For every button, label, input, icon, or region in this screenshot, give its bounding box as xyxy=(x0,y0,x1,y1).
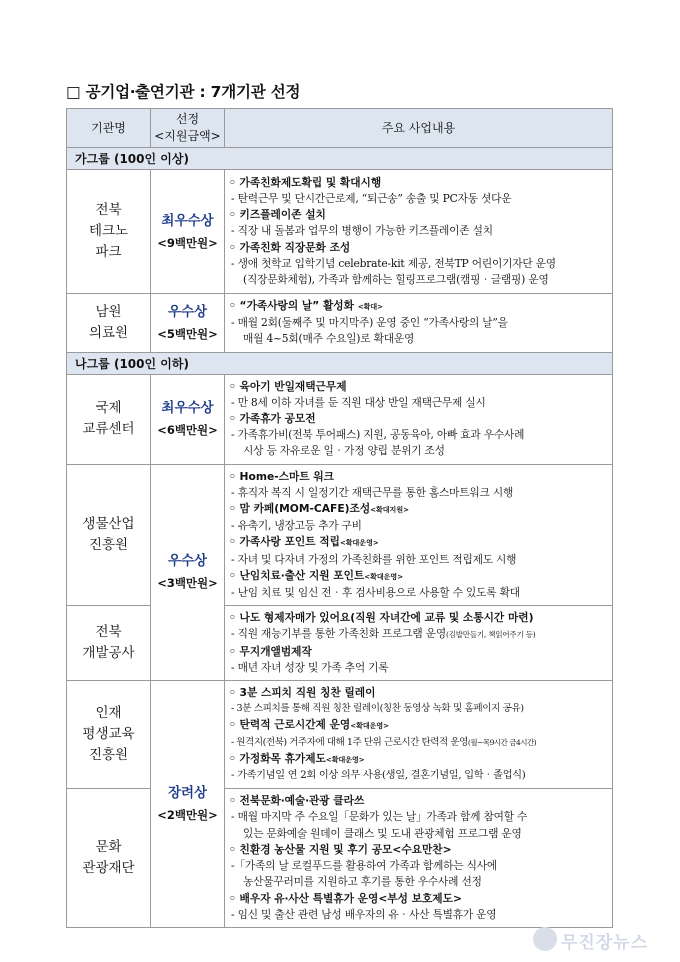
group-ga-label: 가그룹 (100인 이상) xyxy=(67,148,613,170)
award-cell xyxy=(151,170,225,294)
watermark xyxy=(533,925,673,955)
program-detail: 매월 4~5회(매주 수요일)로 확대운영 xyxy=(243,332,415,346)
org-name-line: 국제 xyxy=(95,400,122,417)
table-row xyxy=(67,681,613,789)
org-name-line: 개발공사 xyxy=(82,645,135,662)
org-name-line: 평생교육 xyxy=(82,726,135,743)
program-item: ◦ 3분 스피치 직원 칭찬 릴레이 xyxy=(229,686,376,700)
content-cell xyxy=(225,374,613,464)
table-header-row xyxy=(67,109,613,148)
program-tag: <확대운영> xyxy=(350,722,390,731)
content-cell xyxy=(225,294,613,353)
selection-table xyxy=(66,108,613,928)
content-cell xyxy=(225,170,613,294)
award-name: 우수상 xyxy=(167,553,208,570)
award-name: 최우수상 xyxy=(161,400,214,417)
org-cell xyxy=(67,681,151,789)
program-tag: <확대운영> xyxy=(364,572,404,581)
table-row xyxy=(67,789,613,928)
program-item xyxy=(229,751,608,768)
award-amount: <5백만원> xyxy=(157,326,218,341)
program-item: ◦ 배우자 유‧사산 특별휴가 운영<부성 보호제도> xyxy=(229,891,462,905)
award-cell xyxy=(151,681,225,928)
content-cell xyxy=(225,464,613,606)
program-detail: - 매년 자녀 성장 및 가족 추억 기록 xyxy=(231,660,389,674)
header-award xyxy=(151,109,225,148)
award-amount: <6백만원> xyxy=(157,423,218,438)
program-item: ◦ 가족휴가 공모전 xyxy=(229,412,316,426)
program-detail xyxy=(229,735,608,751)
award-cell xyxy=(151,464,225,680)
program-item-title: ◦ 난임치료‧출산 지원 포인트 xyxy=(229,568,365,582)
program-item: ◦ 키즈플레이존 설치 xyxy=(229,208,326,222)
org-cell xyxy=(67,789,151,928)
program-detail: - 자녀 및 다자녀 가정의 가족친화를 위한 포인트 적립제도 시행 xyxy=(231,552,517,566)
header-award-line2: <지원금액> xyxy=(154,129,221,143)
org-cell xyxy=(67,294,151,353)
org-name-line: 전북 xyxy=(95,202,122,218)
header-org: 기관명 xyxy=(67,109,151,148)
table-row xyxy=(67,294,613,353)
award-name: 장려상 xyxy=(167,784,208,801)
content-cell xyxy=(225,681,613,789)
group-row-ga xyxy=(67,148,613,170)
program-item: ◦ 친환경 농산물 지원 및 후기 공모<수요만찬> xyxy=(229,842,452,856)
org-name-line: 남원 xyxy=(95,303,122,320)
award-name: 우수상 xyxy=(167,303,208,320)
program-detail: 농산물꾸러미를 지원하고 후기를 통한 우수사례 선정 xyxy=(243,875,482,889)
award-name: 최우수상 xyxy=(161,212,214,229)
program-tag: <확대운영> xyxy=(325,755,365,764)
program-detail: (직장문화체험), 가족과 함께하는 힐링프로그램(캠핑‧글램핑) 운영 xyxy=(243,273,549,286)
org-name-line: 테크노 xyxy=(88,223,129,239)
program-detail: - 만 8세 이하 자녀를 둔 직원 대상 반일 재택근무제 실시 xyxy=(231,395,486,409)
program-item: ◦ 무지개앨범제작 xyxy=(229,644,312,658)
table-row xyxy=(67,374,613,464)
org-cell xyxy=(67,464,151,606)
group-row-na xyxy=(67,352,613,374)
watermark-text: 무진장뉴스 xyxy=(561,933,649,953)
table-row xyxy=(67,464,613,606)
program-detail: - 가족기념일 연 2회 이상 의무 사용(생일, 결혼기념일, 입학‧졸업식) xyxy=(231,770,526,782)
program-detail: - 탄력근무 및 단시간근로제, “퇴근송” 송출 및 PC자동 셧다운 xyxy=(231,191,512,205)
table-row xyxy=(67,606,613,681)
org-name-line: 의료원 xyxy=(88,324,129,341)
org-name-line: 인재 xyxy=(95,705,122,722)
header-content: 주요 사업내용 xyxy=(225,109,613,148)
program-detail-text: - 원격지(전북) 거주자에 대해 1주 단위 근로시간 탄력적 운영 xyxy=(231,736,468,748)
program-detail: - 임신 및 출산 관련 남성 배우자의 유‧사산 특별휴가 운영 xyxy=(231,907,497,921)
org-name-line: 생물산업 xyxy=(82,515,135,532)
program-tag: <확대운영> xyxy=(339,539,379,548)
program-item xyxy=(229,568,608,585)
org-name-line: 진흥원 xyxy=(88,747,129,764)
program-item: ◦ 전북문화‧예술‧관광 클라쓰 xyxy=(229,794,365,808)
org-cell xyxy=(67,606,151,681)
award-amount: <3백만원> xyxy=(157,576,218,591)
program-detail-note: (김밥만들기, 책읽어주기 등) xyxy=(445,630,536,640)
org-cell xyxy=(67,374,151,464)
award-amount: <9백만원> xyxy=(157,235,218,250)
program-item-title: ◦ “가족사랑의 날” 활성화 xyxy=(229,299,354,312)
program-detail xyxy=(229,626,608,643)
award-amount: <2백만원> xyxy=(157,807,218,822)
program-item xyxy=(229,298,608,315)
program-item-title: ◦ 가정화목 휴가제도 xyxy=(229,751,326,765)
program-detail: - 가족휴가비(전북 투어패스) 지원, 공동육아, 아빠 효과 우수사례 xyxy=(231,428,525,442)
program-detail: - 휴직자 복직 시 일정기간 재택근무를 통한 홈스마트워크 시행 xyxy=(231,485,514,499)
program-item: ◦ 가족친화제도확립 및 확대시행 xyxy=(229,175,382,189)
program-detail: 있는 문화예술 원데이 클래스 및 도내 관광체험 프로그램 운영 xyxy=(243,826,522,840)
program-item: ◦ Home-스마트 워크 xyxy=(229,469,335,483)
program-tag: <확대지원> xyxy=(370,506,409,515)
program-detail-text: - 직원 재능기부를 통한 가족친화 프로그램 운영 xyxy=(231,627,446,641)
program-item-title: ◦ 탄력적 근로시간제 운영 xyxy=(229,718,351,732)
program-detail: - 유축기, 냉장고등 추가 구비 xyxy=(231,519,362,533)
watermark-logo-icon xyxy=(533,927,557,951)
org-name-line: 파크 xyxy=(95,244,122,260)
program-detail: -「가족의 날 로컬푸드를 활용하여 가족과 함께하는 식사에 xyxy=(231,859,497,873)
program-detail: 시상 등 자유로운 일‧가정 양립 분위기 조성 xyxy=(243,444,445,458)
program-item: ◦ 나도 형제자매가 있어요(직원 자녀간에 교류 및 소통시간 마련) xyxy=(229,611,534,625)
award-cell xyxy=(151,374,225,464)
program-item: ◦ 육아기 반일재택근무제 xyxy=(229,379,347,393)
org-name-line: 전북 xyxy=(95,624,122,641)
program-item xyxy=(229,501,608,518)
program-item: ◦ 가족친화 직장문화 조성 xyxy=(229,240,351,254)
program-tag: <확대> xyxy=(357,303,383,311)
content-cell xyxy=(225,789,613,928)
program-detail: - 직장 내 돌봄과 업무의 병행이 가능한 키즈플레이존 설치 xyxy=(231,224,493,238)
org-name-line: 관광재단 xyxy=(82,860,135,877)
program-item xyxy=(229,534,608,551)
program-item-title: ◦ 맘 카페(MOM-CAFE)조성 xyxy=(229,502,371,516)
award-cell xyxy=(151,294,225,353)
program-detail-note: (월~목9시간 금4시간) xyxy=(467,737,537,747)
org-cell xyxy=(67,170,151,294)
program-item-title: ◦ 가족사랑 포인트 적립 xyxy=(229,535,340,549)
program-detail: - 3분 스피치를 통해 직원 칭찬 릴레이(칭찬 동영상 녹화 및 홈페이지 공유) xyxy=(231,703,524,715)
table-row xyxy=(67,170,613,294)
org-name-line: 교류센터 xyxy=(82,421,135,438)
page-title: □ 공기업‧출연기관 : 7개기관 선정 xyxy=(66,83,301,101)
program-detail: - 매월 2회(둘째주 및 마지막주) 운영 중인 “가족사랑의 날”을 xyxy=(231,316,508,330)
program-item xyxy=(229,717,608,734)
org-name-line: 진흥원 xyxy=(88,536,129,553)
program-detail: - 매월 마지막 주 수요일「문화가 있는 날」가족과 함께 참여할 수 xyxy=(231,810,528,824)
header-award-line1: 선정 xyxy=(175,112,200,126)
content-cell xyxy=(225,606,613,681)
group-na-label: 나그룹 (100인 이하) xyxy=(67,352,613,374)
program-detail: - 난임 치료 및 임신 전‧후 검사비용으로 사용할 수 있도록 확대 xyxy=(231,586,520,600)
program-detail: - 생애 첫학교 입학기념 celebrate-kit 제공, 전북TP 어린이기자단 운영 xyxy=(231,256,556,270)
org-name-line: 문화 xyxy=(95,839,122,856)
